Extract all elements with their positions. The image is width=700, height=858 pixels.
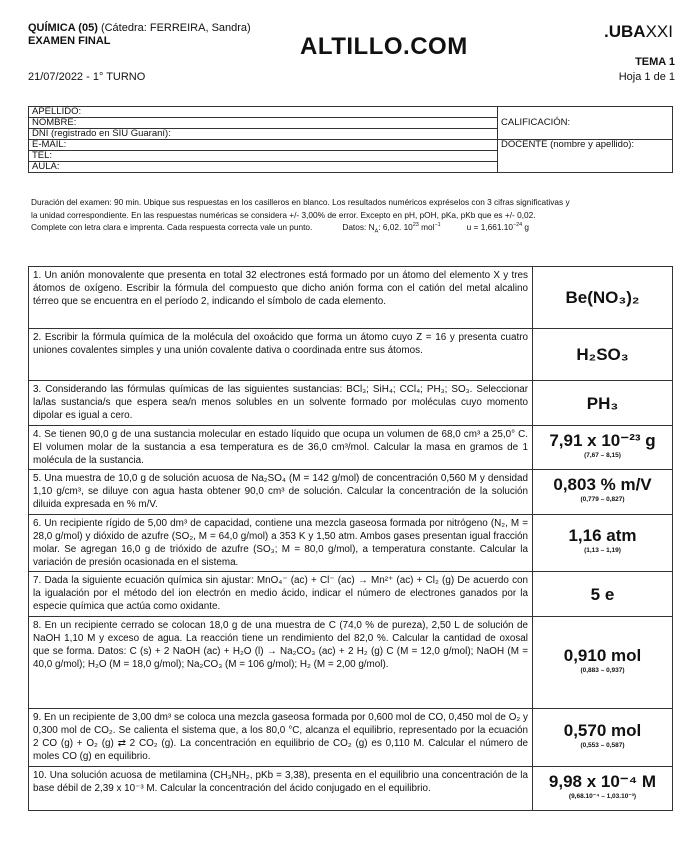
student-info-form [28,106,673,173]
answer-cell[interactable]: 7,91 x 10⁻²³ g (7,67 – 8,15) [533,426,673,470]
question-row [29,267,673,329]
field-email[interactable]: E-MAIL: [29,140,498,151]
answer-cell[interactable]: 5 e [533,572,673,617]
field-dni[interactable]: DNI (registrado en SIU Guaraní): [29,129,498,140]
question-text: 9. En un recipiente de 3,00 dm³ se coloca una mezcla gaseosa formada por 0,600 mol de CO, 0,450 mol de O₂ y 0,300 mol de CO₂. Se calienta el sistema que, a los 80,0 °C, alcanza el equilibrio, representado por la ecuación 2 CO (g) + O₂ (g) ⇄ 2 CO₂ (g). La concentración en equilibrio de CO₂ (g) es 0,110 M. Calcular el número de moles CO (g) en equilibrio. [29,709,533,767]
question-text: 2. Escribir la fórmula química de la molécula del oxoácido que forma un átomo cuyo Z = 16 y presenta cuatro uniones covalentes simples y una unión covalente dativa o coordinada entre sus átomos. [29,329,533,381]
question-text: 6. Un recipiente rígido de 5,00 dm³ de capacidad, contiene una mezcla gaseosa formada por nitrógeno (N₂, M = 28,0 g/mol) y dióxido de azufre (SO₂, M = 64,0 g/mol) a 353 K y 1,50 atm. Ambos gases presentan igual fracción molar. Se agregan 16,0 g de trióxido de azufre (SO₃; M = 80,0 g/mol), a temperatura constante. Calcular la variación de presión ocasionada en el sistema. [29,515,533,572]
question-row [29,381,673,426]
instructions: Duración del examen: 90 min. Ubique sus respuestas en los casilleros en blanco. Los resultados numéricos expréselos con 3 cifras significativas y la unidad correspondiente. En las respuestas numéricas se considera +/- 3,00% de error. Excepto en pH, pOH, pKa, pKb que es +/- 0,02. Complete con letra clara e imprenta. Cada respuesta correcta vale un punto. Datos: $N_A$: 6,02. $10^{23}$ mol$^{-1}$ $u = 1,661.10^{-24}$ g [31,197,570,235]
answer-cell[interactable]: 0,910 mol (0,883 – 0,937) [533,617,673,709]
answer-cell[interactable]: 1,16 atm (1,13 – 1,19) [533,515,673,572]
uba-logo: .UBAXXI [604,22,673,41]
field-tel[interactable]: TEL: [29,151,498,162]
field-nombre[interactable]: NOMBRE: [29,118,498,129]
field-apellido[interactable]: APELLIDO: [29,107,498,118]
questions-table [28,266,673,811]
subject-title: QUÍMICA (05) [28,22,98,34]
answer-cell[interactable]: Be(NO₃)₂ [533,267,673,329]
question-row [29,329,673,381]
exam-header [28,22,251,48]
question-text: 10. Una solución acuosa de metilamina (CH₃NH₂, pKb = 3,38), presenta en el equilibrio una concentración de la base débil de 2,39 x 10⁻³ M. Calcular la concentración del ácido conjugado en el equilibrio. [29,767,533,811]
question-text: 8. En un recipiente cerrado se colocan 18,0 g de una muestra de C (74,0 % de pureza), 2,50 L de solución de NaOH 1,10 M y exceso de agua. La reacción tiene un rendimiento del 82,0 %. Calcular la cantidad de oxosal que se forma. Datos: C (s) + 2 NaOH (ac) + H₂O (l) → Na₂CO₃ (ac) + 2 H₂ (g) C (M = 12,0 g/mol); NaOH (M = 40,0 g/mol); H₂O (M = 18,0 g/mol); Na₂CO₃ (M = 106 g/mol); H₂ (M = 2,00 g/mol). [29,617,533,709]
question-row [29,515,673,572]
question-row [29,709,673,767]
question-row [29,426,673,470]
question-text: 1. Un anión monovalente que presenta en total 32 electrones está formado por un átomo del elemento X y tres átomos de oxígeno. Escribir la fórmula del compuesto que dicho anión forma con el catión del metal alcalino térreo que se encuentra en el período 2, indicando el símbolo de cada elemento. [29,267,533,329]
field-aula[interactable]: AULA: [29,162,498,173]
answer-cell[interactable]: 0,803 % m/V (0,779 – 0,827) [533,470,673,515]
datos-avogadro: Datos: $N_A$: 6,02. $10^{23}$ mol$^{-1}$ [342,222,441,235]
question-row [29,572,673,617]
question-text: 4. Se tienen 90,0 g de una sustancia molecular en estado líquido que ocupa un volumen de 68,0 cm³ a 25,0° C. El volumen molar de la sustancia a esa temperatura es de 36,0 cm³/mol. Calcular la masa en gramos de 1 molécula de la sustancia. [29,426,533,470]
question-row [29,767,673,811]
answer-cell[interactable]: 0,570 mol (0,553 – 0,587) [533,709,673,767]
question-row [29,617,673,709]
field-docente[interactable]: DOCENTE (nombre y apellido): [498,140,673,173]
subject-chair: (Cátedra: FERREIRA, Sandra) [100,22,251,34]
question-text: 5. Una muestra de 10,0 g de solución acuosa de Na₂SO₄ (M = 142 g/mol) de concentración 0,560 M y densidad 1,10 g/cm³, se diluye con agua hasta obtener 90,0 cm³ de solución. Calcular la concentración de la solución diluida expresada en % m/V. [29,470,533,515]
exam-type: EXAMEN FINAL [28,35,111,47]
field-calificacion[interactable]: CALIFICACIÓN: [498,107,673,140]
answer-cell[interactable]: H₂SO₃ [533,329,673,381]
answer-cell[interactable]: 9,98 x 10⁻⁴ M (9,68.10⁻⁴ – 1,03.10⁻³) [533,767,673,811]
answer-cell[interactable]: PH₃ [533,381,673,426]
tema-label: TEMA 1 [635,56,675,68]
page-count: Hoja 1 de 1 [618,71,675,83]
question-text: 7. Dada la siguiente ecuación química sin ajustar: MnO₄⁻ (ac) + Cl⁻ (ac) → Mn²⁺ (ac) + Cl₂ (g) De acuerdo con la igualación por el método del ion electrón en medio ácido, indicar el número de electrones ganados por la especie química que actúa como oxidante. [29,572,533,617]
question-text: 3. Considerando las fórmulas químicas de las siguientes sustancias: BCl₃; SiH₄; CCl₄; PH₃; SO₃. Seleccionar la/las sustancia/s que espera sea/n menos solubles en un solvente formado por moléculas cuyo momento dipolar es igual a cero. [29,381,533,426]
question-row [29,470,673,515]
exam-date: 21/07/2022 - 1° TURNO [28,71,146,83]
datos-uma: $u = 1,661.10^{-24}$ g [466,222,530,232]
site-logo: ALTILLO.COM [300,33,468,60]
